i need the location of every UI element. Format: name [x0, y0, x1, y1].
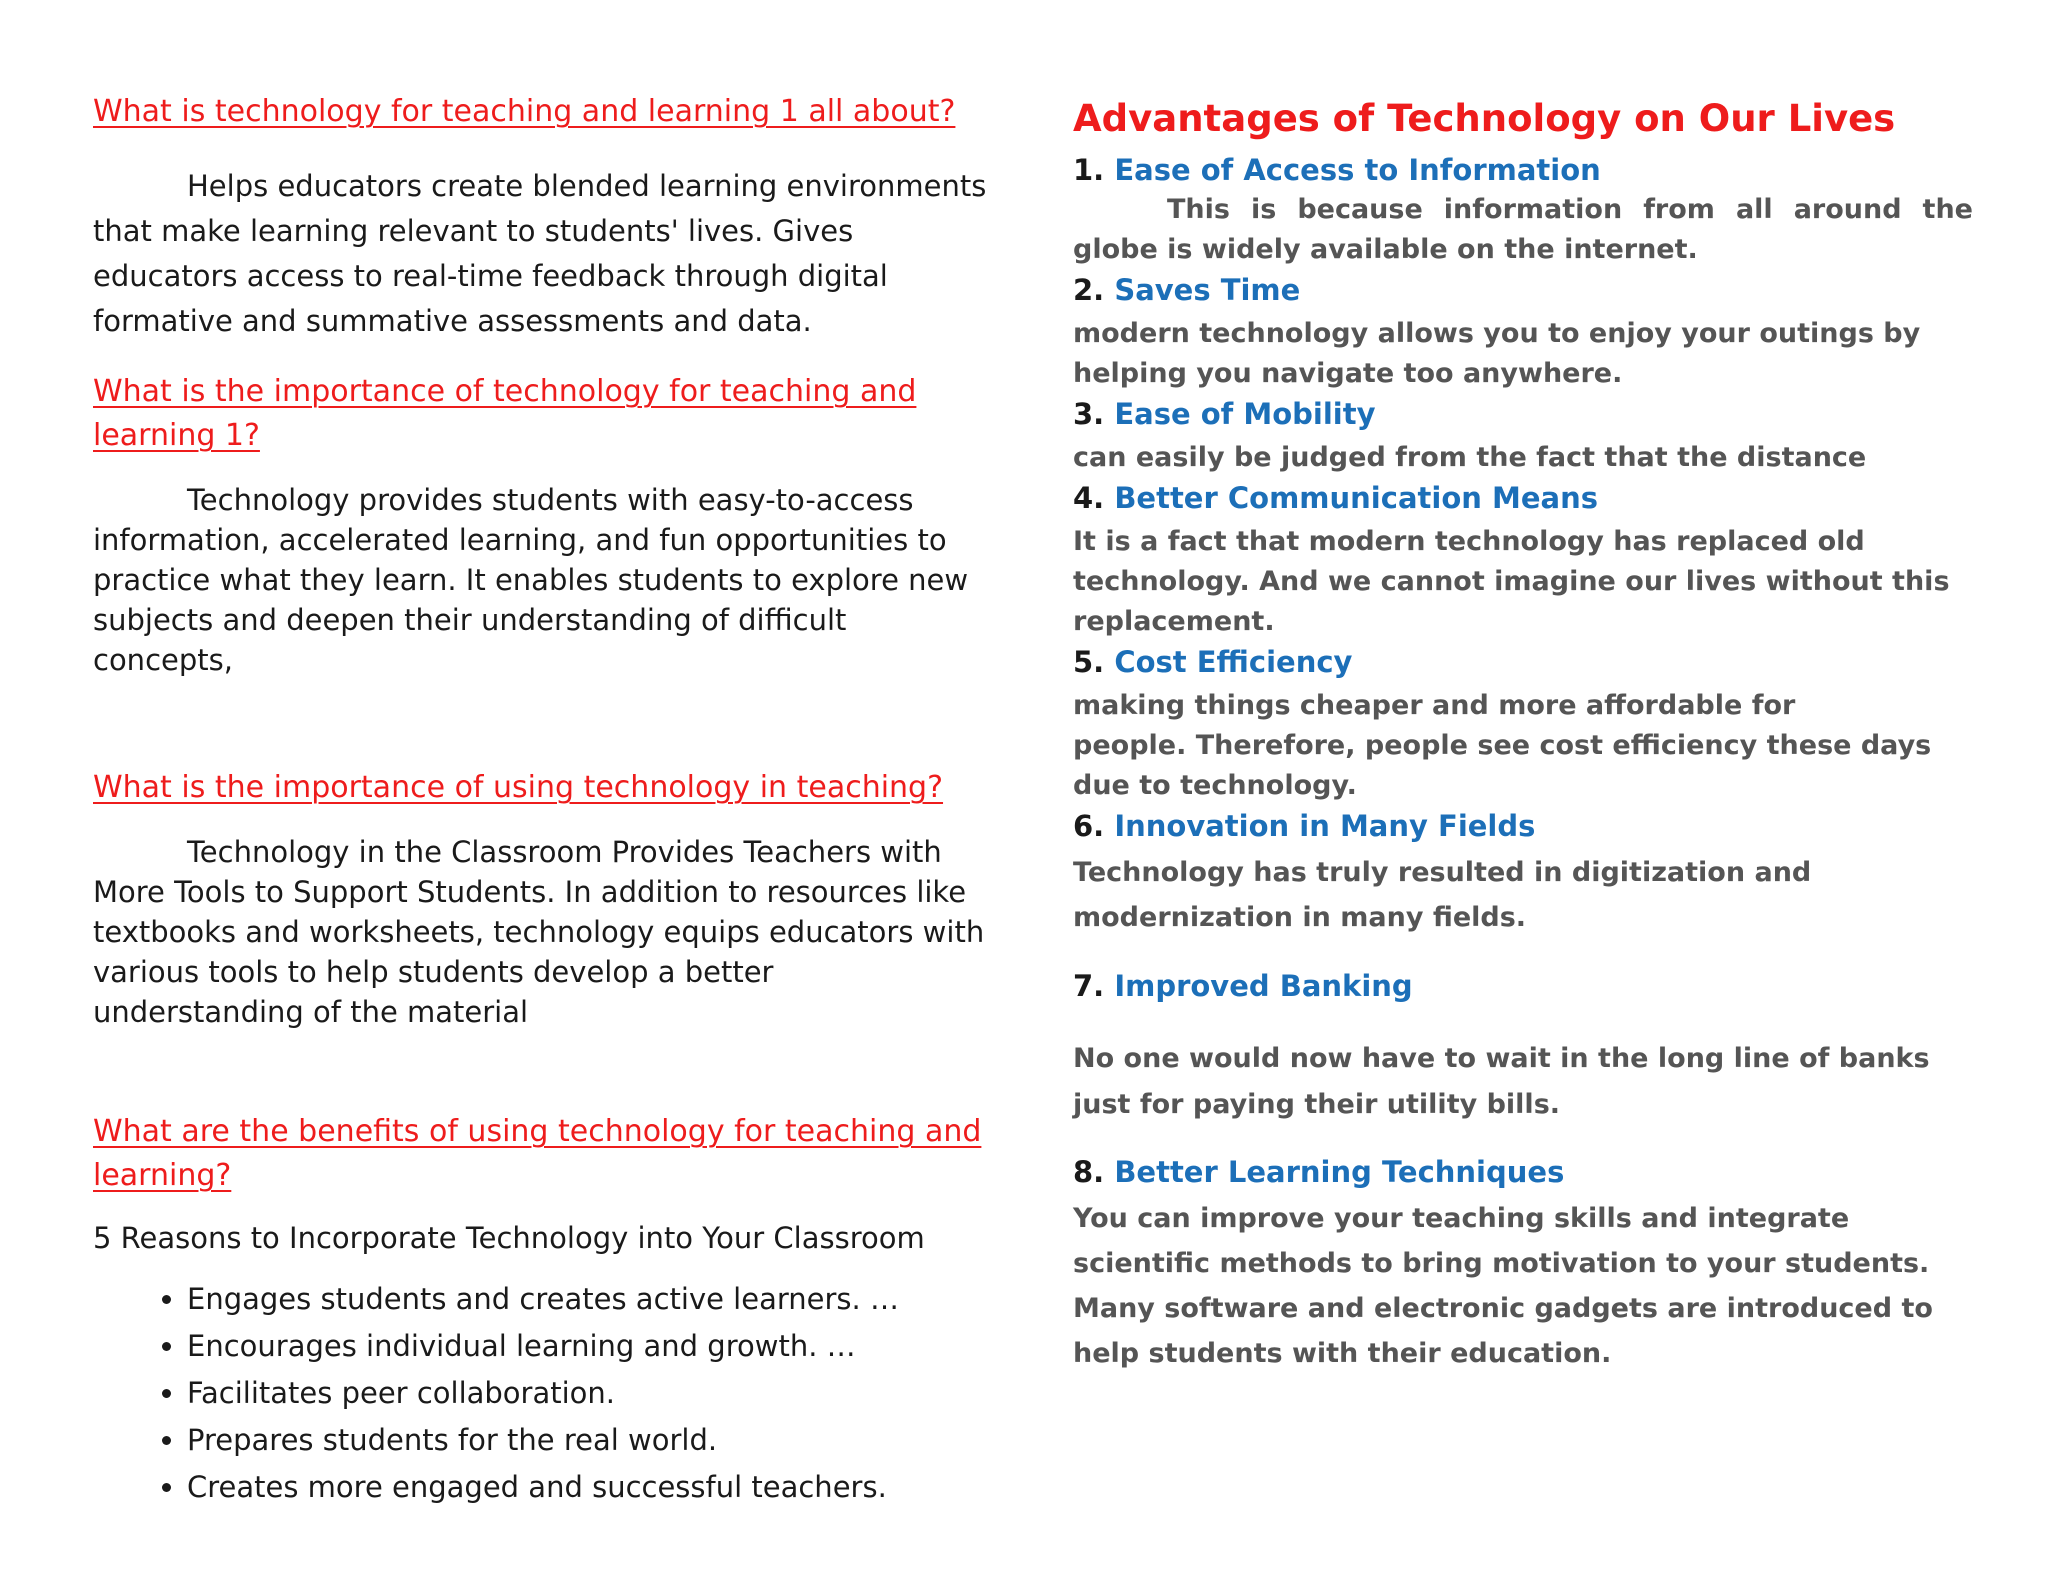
advantage-number: 4.: [1073, 481, 1105, 515]
advantage-body-5-line1: making things cheaper and more affordable for: [1073, 690, 1796, 721]
question-heading-1: What is technology for teaching and learning 1 all about?: [93, 94, 956, 129]
advantage-number: 7.: [1073, 969, 1105, 1003]
answer-paragraph-2: Technology provides students with easy-to-access information, accelerated learning, and fun opportunities to practice what they learn. It enables students to explore new subjects and deepen their understanding of difficult concepts,: [93, 483, 969, 677]
advantage-label: Better Learning Techniques: [1114, 1155, 1565, 1189]
advantage-number: 5.: [1073, 645, 1105, 679]
advantage-body-5-line2: people. Therefore, people see cost efficiency these days due to technology.: [1073, 730, 1932, 801]
right-column: [1073, 92, 1973, 1376]
advantage-label: Ease of Mobility: [1114, 397, 1376, 431]
advantage-label: Better Communication Means: [1114, 481, 1598, 515]
advantage-body-3: can easily be judged from the fact that the distance: [1073, 442, 1867, 473]
advantage-body-8: You can improve your teaching skills and integrate scientific methods to bring motivation to your students. Many software and electronic gadgets are introduced to help students with their education.: [1073, 1203, 1933, 1369]
advantage-heading-7: [1073, 966, 1973, 1006]
advantage-heading-4: [1073, 478, 1973, 518]
list-item: • Engages students and creates active learners. …: [187, 1276, 993, 1323]
advantage-number: 2.: [1073, 273, 1105, 307]
advantage-heading-8: [1073, 1152, 1973, 1192]
advantage-number: 1.: [1073, 153, 1105, 187]
advantage-label: Innovation in Many Fields: [1114, 809, 1536, 843]
list-item: • Prepares students for the real world.: [187, 1417, 993, 1464]
question-heading-4: What are the benefits of using technology for teaching and learning?: [93, 1114, 982, 1193]
advantage-heading-1: [1073, 150, 1973, 190]
advantage-body-4: It is a fact that modern technology has replaced old technology. And we cannot imagine our lives without this replacement.: [1073, 526, 1950, 637]
list-item: • Encourages individual learning and growth. …: [187, 1323, 993, 1370]
answer-paragraph-3: Technology in the Classroom Provides Teachers with More Tools to Support Students. In addition to resources like textbooks and worksheets, technology equips educators with various tools to help students develop a better understanding of the material: [93, 835, 985, 1029]
advantage-number: 8.: [1073, 1155, 1105, 1189]
list-item: • Creates more engaged and successful teachers.: [187, 1464, 993, 1511]
left-column: [93, 90, 993, 1511]
benefits-intro: 5 Reasons to Incorporate Technology into Your Classroom: [93, 1221, 925, 1255]
benefits-list: [93, 1276, 993, 1511]
advantage-label: Saves Time: [1114, 273, 1301, 307]
advantage-number: 6.: [1073, 809, 1105, 843]
advantage-body-2: modern technology allows you to enjoy your outings by helping you navigate too anywhere.: [1073, 318, 1921, 389]
question-heading-3: What is the importance of using technology in teaching?: [93, 770, 944, 805]
advantage-body-7: No one would now have to wait in the long line of banks just for paying their utility bills.: [1073, 1043, 1930, 1120]
advantage-body-6: Technology has truly resulted in digitization and modernization in many fields.: [1073, 857, 1812, 933]
advantage-number: 3.: [1073, 397, 1105, 431]
list-item: • Facilitates peer collaboration.: [187, 1370, 993, 1417]
advantage-label: Ease of Access to Information: [1114, 153, 1601, 187]
advantage-label: Improved Banking: [1114, 969, 1413, 1003]
page-title: Advantages of Technology on Our Lives: [1073, 97, 1896, 140]
advantage-heading-6: [1073, 806, 1973, 846]
advantage-body-1: This is because information from all around the globe is widely available on the internet.: [1073, 194, 1973, 265]
advantage-heading-3: [1073, 394, 1973, 434]
question-heading-2: What is the importance of technology for teaching and learning 1?: [93, 374, 917, 453]
advantage-label: Cost Efficiency: [1114, 645, 1353, 679]
answer-paragraph-1: Helps educators create blended learning environments that make learning relevant to students' lives. Gives educators access to real-time feedback through digital formative and summative assessments and data.: [93, 169, 987, 338]
advantage-heading-2: [1073, 270, 1973, 310]
advantage-heading-5: [1073, 642, 1973, 682]
